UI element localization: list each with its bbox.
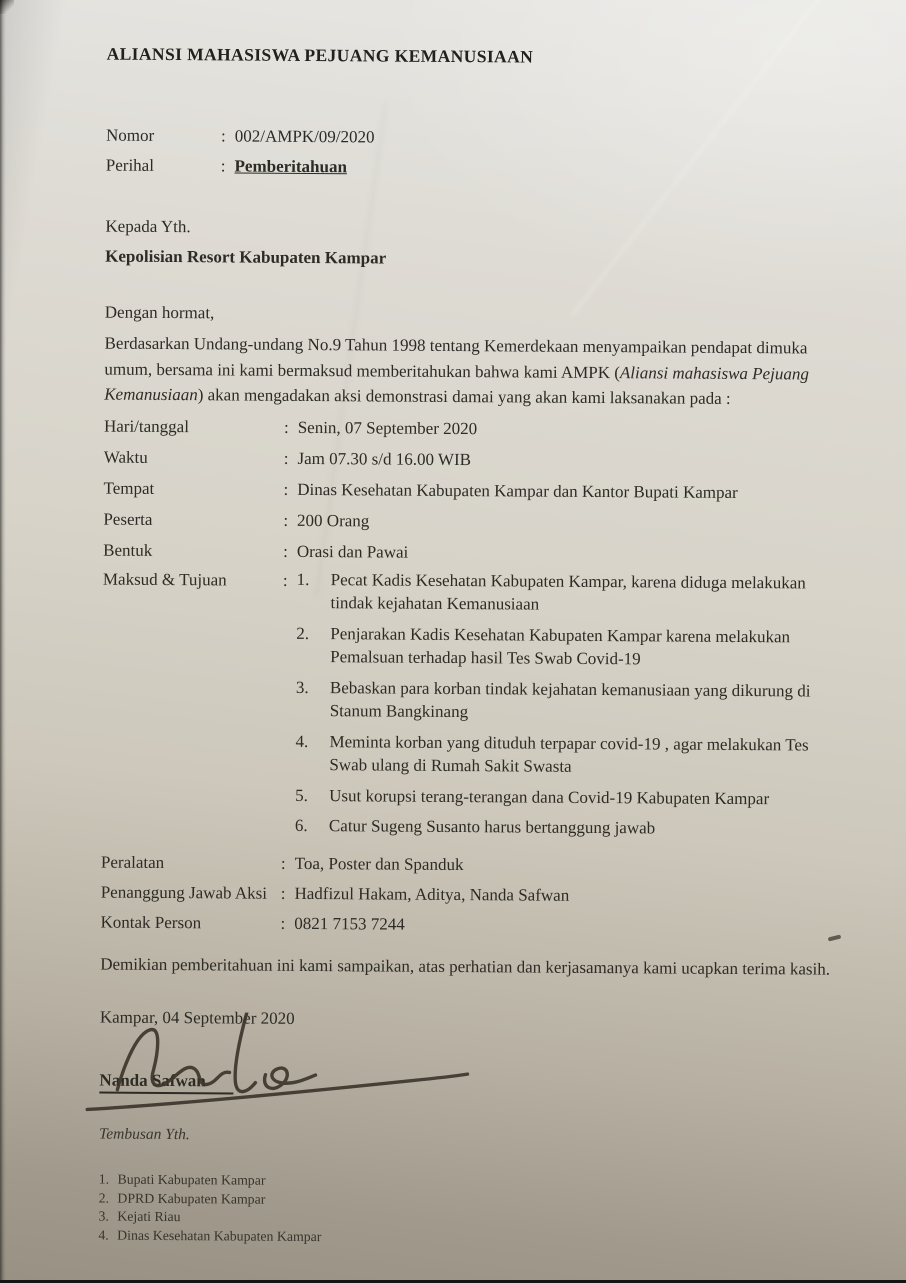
event-details	[103, 410, 845, 570]
item-text: Usut korupsi terang-terangan dana Covid-19 Kabupaten Kampar	[329, 785, 770, 808]
cc-title: Tembusan Yth.	[99, 1125, 190, 1144]
item-number: 6.	[294, 815, 308, 836]
cc-section	[98, 1126, 840, 1250]
item-text: Meminta korban yang dituduh terpapar covid-19 , agar melakukan Tes Swab ulang di Rumah Sakit Swasta	[329, 731, 809, 776]
detail-row-time	[104, 441, 845, 477]
detail-value: Orasi dan Pawai	[296, 541, 409, 562]
item-text: Penjarakan Kadis Kesehatan Kabupaten Kampar karena melakukan Pemalsuan terhadap hasil Tes Swab Covid-19	[330, 623, 791, 669]
item-number: 5.	[295, 785, 308, 805]
opening-salutation: Dengan hormat,	[104, 302, 215, 323]
meta-row-perihal	[106, 151, 847, 186]
closing-paragraph: Demikian pemberitahuan ini kami sampaikan, atas perhatian dan kerjasamanya kami ucapkan terima kasih.	[100, 954, 831, 979]
detail-row-contact	[100, 907, 841, 942]
purpose-list	[295, 567, 817, 848]
purpose-item	[296, 621, 816, 672]
purpose-item	[296, 675, 816, 726]
letter-number: 002/AMPK/09/2020	[234, 126, 375, 147]
item-text: Pecat Kadis Kesehatan Kabupaten Kampar, karena diduga melakukan tindak kejahatan Kemanusiaan	[330, 569, 806, 614]
letter-subject: Pemberitahuan	[234, 156, 348, 177]
cc-list	[98, 1171, 839, 1250]
colon-separator: :	[283, 541, 288, 561]
detail-label: Peserta	[103, 509, 153, 529]
detail-label: Waktu	[103, 447, 148, 467]
item-number: 3.	[295, 677, 309, 697]
detail-value: Toa, Poster dan Spanduk	[294, 853, 464, 874]
item-number: 2.	[98, 1190, 110, 1206]
meta-label: Nomor	[105, 125, 155, 145]
colon-separator: :	[282, 570, 288, 590]
detail-label: Peralatan	[100, 852, 165, 872]
recipient-salutation: Kepada Yth.	[105, 216, 191, 237]
colon-separator: :	[283, 510, 289, 530]
purpose-item	[295, 783, 815, 810]
item-text: Bebaskan para korban tindak kejahatan kemanusiaan yang dikurung di Stanum Bangkinang	[329, 677, 811, 722]
cc-item	[98, 1226, 839, 1250]
colon-separator: :	[220, 126, 226, 146]
colon-separator: :	[280, 853, 286, 873]
item-text: Bupati Kabupaten Kampar	[117, 1171, 266, 1188]
contact-phone-number: 0821 7153 7244	[294, 913, 405, 934]
colon-separator: :	[280, 883, 286, 903]
purpose-item	[295, 729, 815, 780]
item-text: Catur Sugeng Susanto harus bertanggung jawab	[328, 816, 656, 838]
recipient-block	[105, 215, 846, 274]
recipient-name: Kepolisian Resort Kabupaten Kampar	[105, 246, 387, 268]
organization-title: ALIANSI MAHASISWA PEJUANG KEMANUSIAAN	[106, 43, 534, 67]
letter-meta	[106, 121, 847, 186]
intro-text: Berdasarkan Undang-undang No.9 Tahun 1998 tentang Kemerdekaan menyampaikan pendapat dimuka umum, bersama ini kami bermaksud memberitahukan bahwa kami AMPK (	[104, 333, 808, 382]
logistics-details	[100, 847, 842, 942]
purpose-section	[101, 566, 844, 848]
item-number: 1.	[296, 569, 310, 589]
colon-separator: :	[220, 156, 226, 176]
detail-label: Hari/tanggal	[103, 416, 190, 436]
detail-row-form	[103, 534, 844, 570]
signatory-name: Nanda Safwan	[99, 1071, 233, 1095]
intro-italic-text: Aliansi mahasiswa Pejuang Kemanusiaan	[104, 362, 809, 405]
signature-block	[99, 1006, 841, 1099]
detail-label: Bentuk	[103, 540, 153, 560]
detail-row-place	[103, 472, 844, 508]
item-number: 3.	[98, 1208, 109, 1224]
colon-separator: :	[283, 417, 289, 437]
detail-label: Kontak Person	[100, 912, 202, 932]
item-text: Kejati Riau	[117, 1208, 181, 1225]
detail-row-participants	[103, 503, 844, 539]
detail-value: Senin, 07 September 2020	[297, 417, 478, 438]
detail-value: Hadfizul Hakam, Aditya, Nanda Safwan	[294, 883, 570, 905]
purpose-item	[296, 567, 816, 618]
meta-label: Perihal	[105, 155, 155, 175]
detail-row-date	[104, 410, 845, 446]
item-text: Dinas Kesehatan Kabupaten Kampar	[117, 1227, 322, 1244]
item-number: 1.	[98, 1171, 110, 1187]
colon-separator: :	[283, 448, 289, 468]
intro-paragraph	[104, 331, 846, 413]
item-number: 4.	[295, 731, 309, 751]
detail-label: Tempat	[103, 478, 155, 498]
detail-value: 200 Orang	[297, 510, 370, 530]
purpose-label: Maksud & Tujuan	[102, 569, 227, 589]
intro-text: ) akan mengadakan aksi demonstrasi damai yang akan kami laksanakan pada :	[197, 385, 731, 408]
detail-value: Dinas Kesehatan Kabupaten Kampar dan Kantor Bupati Kampar	[297, 479, 738, 502]
colon-separator: :	[280, 913, 286, 933]
signature-place-date: Kampar, 04 September 2020	[99, 1007, 295, 1028]
detail-value: Jam 07.30 s/d 16.00 WIB	[297, 448, 472, 469]
detail-label: Penanggung Jawab Aksi	[100, 882, 268, 903]
item-text: DPRD Kabupaten Kampar	[117, 1190, 266, 1207]
item-number: 2.	[296, 623, 310, 643]
item-number: 4.	[98, 1227, 109, 1243]
purpose-item	[295, 814, 815, 841]
colon-separator: :	[283, 479, 289, 499]
